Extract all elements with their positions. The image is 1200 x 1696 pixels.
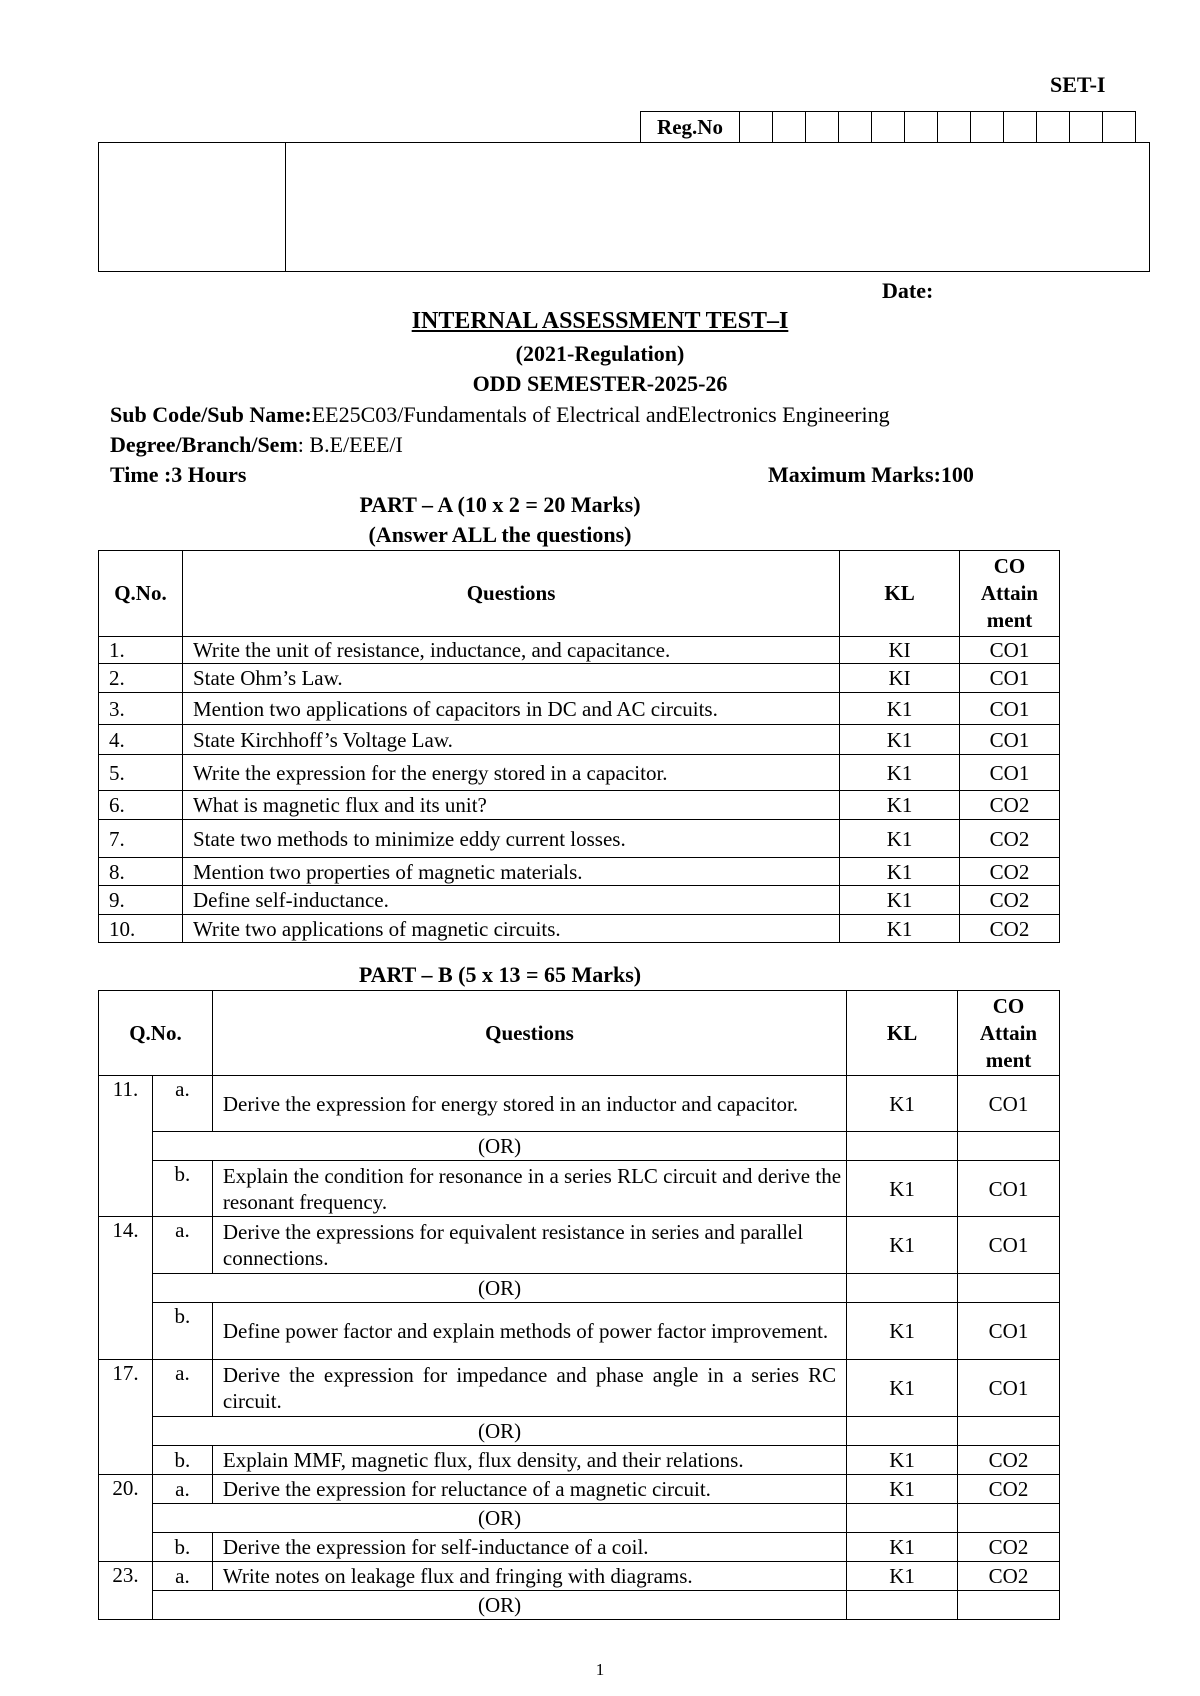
part-b-title: PART – B (5 x 13 = 65 Marks) — [358, 962, 642, 987]
degree-label: Degree/Branch/Sem — [110, 432, 298, 457]
part-b-table — [98, 990, 1060, 1620]
reg-no-cell[interactable] — [1037, 112, 1070, 143]
table-row: 11. a. Derive the expression for energy stored in an inductor and capacitor. K1 CO1 — [99, 1076, 1060, 1132]
table-row: 3. Mention two applications of capacitors in DC and AC circuits. K1 CO1 — [99, 693, 1060, 725]
table-row: 2. State Ohm’s Law. KI CO1 — [99, 664, 1060, 693]
qno-header: Q.No. — [99, 551, 183, 637]
or-row: (OR) — [99, 1504, 1060, 1533]
table-row: b. Explain MMF, magnetic flux, flux density, and their relations. K1 CO2 — [99, 1446, 1060, 1475]
questions-header: Questions — [182, 551, 839, 637]
subject-line — [110, 402, 890, 428]
degree-value: : B.E/EEE/I — [297, 432, 403, 457]
reg-no-cell[interactable] — [839, 112, 872, 143]
reg-no-cell[interactable] — [938, 112, 971, 143]
table-row: 8. Mention two properties of magnetic materials. K1 CO2 — [99, 858, 1060, 886]
table-row: 14. a. Derive the expressions for equivalent resistance in series and parallel connections. K1 CO1 — [99, 1217, 1060, 1274]
reg-no-box — [640, 111, 1136, 143]
table-row: 23. a. Write notes on leakage flux and fringing with diagrams. K1 CO2 — [99, 1562, 1060, 1591]
table-row: 20. a. Derive the expression for reluctance of a magnetic circuit. K1 CO2 — [99, 1475, 1060, 1504]
semester: ODD SEMESTER-2025-26 — [472, 371, 728, 396]
questions-header: Questions — [212, 991, 846, 1076]
kl-header: KL — [847, 991, 958, 1076]
table-row: 4. State Kirchhoff’s Voltage Law. K1 CO1 — [99, 725, 1060, 755]
table-row: b. Explain the condition for resonance in a series RLC circuit and derive the resonant frequency. K1 CO1 — [99, 1161, 1060, 1217]
table-row: 17. a. Derive the expression for impedance and phase angle in a series RC circuit. K1 CO1 — [99, 1360, 1060, 1417]
part-a-table — [98, 550, 1060, 943]
table-row: 10. Write two applications of magnetic circuits. K1 CO2 — [99, 915, 1060, 943]
reg-no-cell[interactable] — [1103, 112, 1136, 143]
table-row: 9. Define self-inductance. K1 CO2 — [99, 886, 1060, 915]
header-divider — [285, 143, 286, 271]
set-label: SET-I — [1050, 72, 1106, 97]
subject-value: EE25C03/Fundamentals of Electrical andElectronics Engineering — [311, 402, 890, 427]
degree-line — [110, 432, 403, 458]
college-header-box — [98, 142, 1150, 272]
time-label: Time :3 Hours — [110, 462, 247, 487]
reg-no-cell[interactable] — [806, 112, 839, 143]
co-header: CO Attain ment — [960, 551, 1060, 637]
or-row: (OR) — [99, 1591, 1060, 1620]
max-marks: Maximum Marks:100 — [768, 462, 974, 487]
exam-title: INTERNAL ASSESSMENT TEST–I — [411, 308, 789, 334]
regulation: (2021-Regulation) — [515, 341, 685, 366]
qno-header: Q.No. — [99, 991, 213, 1076]
table-row: b. Define power factor and explain methods of power factor improvement. K1 CO1 — [99, 1303, 1060, 1360]
co-header: CO Attain ment — [958, 991, 1060, 1076]
reg-no-cell[interactable] — [971, 112, 1004, 143]
reg-no-cell[interactable] — [740, 112, 773, 143]
date-label: Date: — [882, 278, 934, 303]
or-row: (OR) — [99, 1417, 1060, 1446]
or-row: (OR) — [99, 1132, 1060, 1161]
table-row: b. Derive the expression for self-inductance of a coil. K1 CO2 — [99, 1533, 1060, 1562]
reg-no-label: Reg.No — [641, 112, 740, 143]
reg-no-cell[interactable] — [1070, 112, 1103, 143]
kl-header: KL — [840, 551, 960, 637]
table-row: 6. What is magnetic flux and its unit? K1 CO2 — [99, 791, 1060, 820]
or-row: (OR) — [99, 1274, 1060, 1303]
table-row: 7. State two methods to minimize eddy current losses. K1 CO2 — [99, 820, 1060, 858]
reg-no-cell[interactable] — [905, 112, 938, 143]
table-row: 1. Write the unit of resistance, inductance, and capacitance. KI CO1 — [99, 637, 1060, 664]
reg-no-cell[interactable] — [1004, 112, 1037, 143]
part-a-instruction: (Answer ALL the questions) — [368, 522, 632, 547]
part-a-title: PART – A (10 x 2 = 20 Marks) — [359, 492, 641, 517]
subject-label: Sub Code/Sub Name: — [110, 402, 312, 427]
page-number: 1 — [595, 1660, 605, 1679]
table-row: 5. Write the expression for the energy stored in a capacitor. K1 CO1 — [99, 755, 1060, 791]
reg-no-cell[interactable] — [872, 112, 905, 143]
reg-no-cell[interactable] — [773, 112, 806, 143]
